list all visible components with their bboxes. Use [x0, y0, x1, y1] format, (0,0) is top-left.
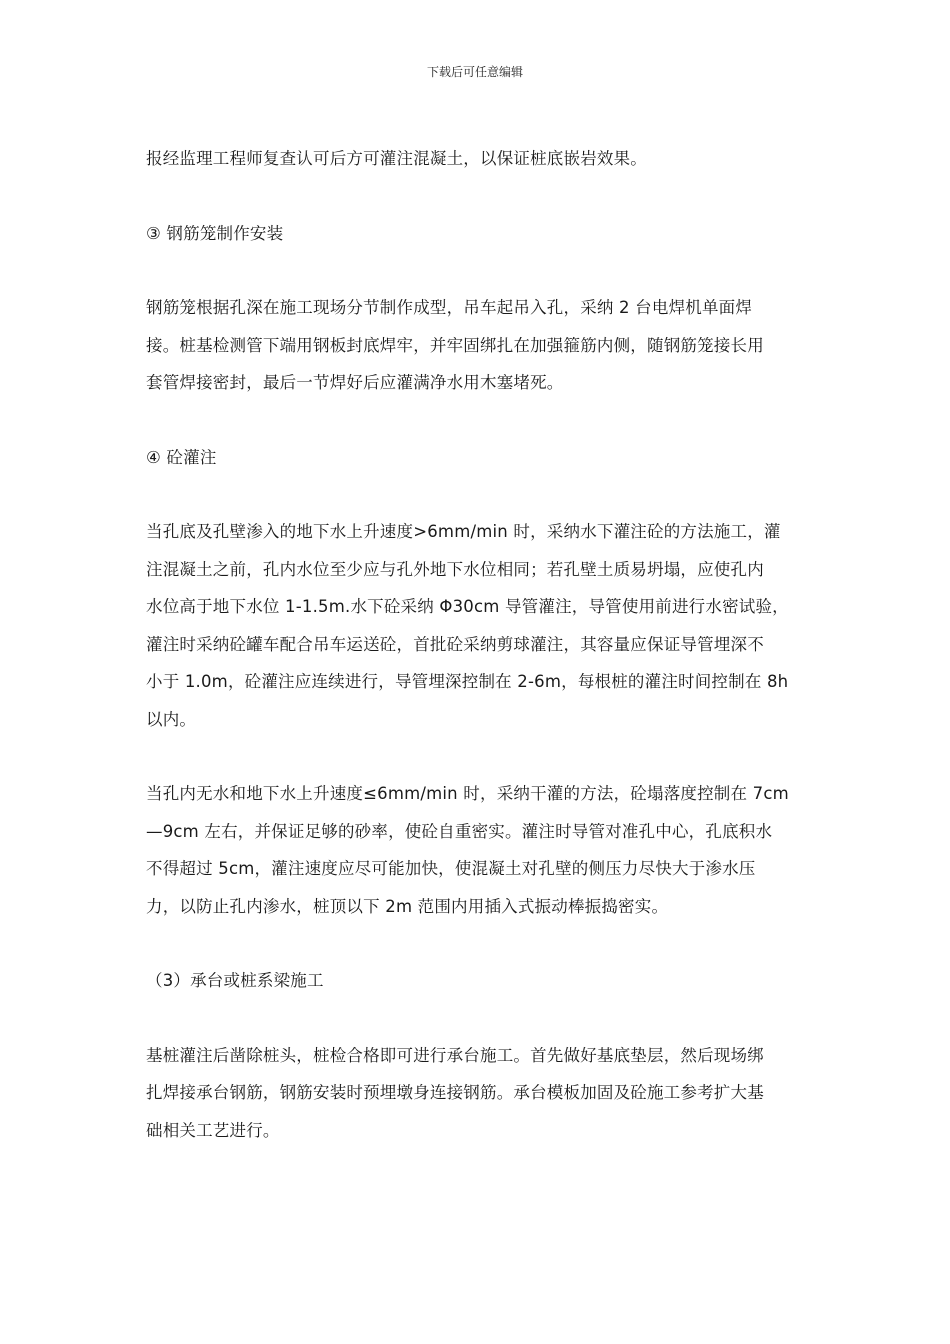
- text-line: 报经监理工程师复查认可后方可灌注混凝土，以保证桩底嵌岩效果。: [146, 149, 647, 168]
- paragraph-pile-cap: [146, 1037, 808, 1150]
- text-line: 注混凝土之前，孔内水位至少应与孔外地下水位相同；若孔壁土质易坍塌，应使孔内: [146, 559, 764, 579]
- paragraph-rock-embedding: [146, 140, 808, 178]
- text-line: 不得超过 5cm，灌注速度应尽可能加快，使混凝土对孔壁的侧压力尽快大于渗水压: [146, 859, 756, 878]
- page-header: 下载后可任意编辑: [426, 65, 523, 79]
- text-line: 钢筋笼根据孔深在施工现场分节制作成型，吊车起吊入孔，采纳 2 台电焊机单面焊: [146, 298, 753, 317]
- paragraph-dry-pouring: [146, 775, 808, 925]
- text-line: ④ 砼灌注: [146, 447, 217, 467]
- text-line: 当孔底及孔壁渗入的地下水上升速度>6mm/min 时，采纳水下灌注砼的方法施工，灌: [146, 522, 781, 541]
- text-line: 扎焊接承台钢筋，钢筋安装时预埋墩身连接钢筋。承台模板加固及砼施工参考扩大基: [146, 1083, 764, 1102]
- text-line: 小于 1.0m，砼灌注应连续进行，导管埋深控制在 2-6m，每根桩的灌注时间控制在 8h: [146, 672, 789, 691]
- heading-concrete-pouring: [146, 439, 808, 477]
- document-body: [146, 140, 808, 1149]
- text-line: 力，以防止孔内渗水，桩顶以下 2m 范围内用插入式振动棒振捣密实。: [146, 896, 669, 916]
- text-line: 套管焊接密封，最后一节焊好后应灌满净水用木塞堵死。: [146, 373, 564, 392]
- text-line: —9cm 左右，并保证足够的砂率，使砼自重密实。灌注时导管对准孔中心，孔底积水: [146, 821, 773, 841]
- text-line: 当孔内无水和地下水上升速度≤6mm/min 时，采纳干灌的方法，砼塌落度控制在 7cm: [146, 784, 789, 803]
- text-line: （3）承台或桩系梁施工: [146, 971, 324, 990]
- text-line: 以内。: [146, 709, 197, 729]
- text-line: 灌注时采纳砼罐车配合吊车运送砼，首批砼采纳剪球灌注，其容量应保证导管埋深不: [146, 634, 764, 654]
- paragraph-underwater-pouring: [146, 513, 808, 738]
- text-line: 接。桩基检测管下端用钢板封底焊牢，并牢固绑扎在加强箍筋内侧，随钢筋笼接长用: [146, 335, 764, 355]
- heading-pile-cap: [146, 962, 808, 1000]
- heading-cage-fabrication: [146, 215, 808, 253]
- text-line: ③ 钢筋笼制作安装: [146, 223, 284, 243]
- paragraph-cage-fabrication: [146, 289, 808, 402]
- text-line: 基桩灌注后凿除桩头，桩检合格即可进行承台施工。首先做好基底垫层，然后现场绑: [146, 1045, 764, 1065]
- text-line: 水位高于地下水位 1-1.5m.水下砼采纳 Φ30cm 导管灌注，导管使用前进行水密试验，: [146, 597, 789, 616]
- text-line: 础相关工艺进行。: [146, 1120, 280, 1140]
